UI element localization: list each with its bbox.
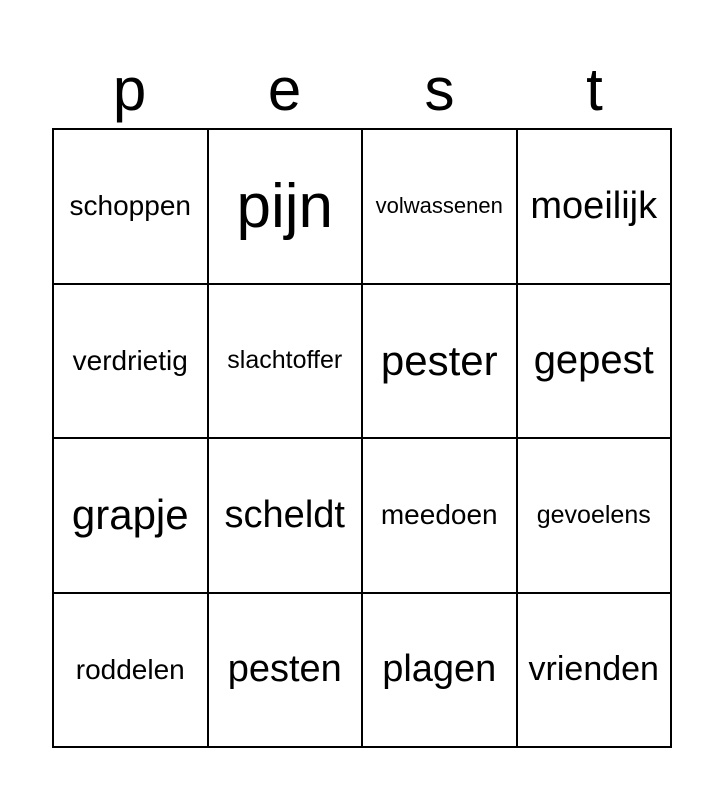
bingo-header xyxy=(52,52,672,128)
bingo-cell: meedoen xyxy=(363,439,518,594)
bingo-cell: plagen xyxy=(363,594,518,749)
bingo-grid xyxy=(52,128,672,748)
bingo-cell: volwassenen xyxy=(363,130,518,285)
header-letter-2: e xyxy=(267,56,302,123)
bingo-cell: pester xyxy=(363,285,518,440)
header-letter-3: s xyxy=(424,56,455,123)
header-letter-4: t xyxy=(586,56,603,123)
bingo-cell: scheldt xyxy=(209,439,364,594)
bingo-cell: pesten xyxy=(209,594,364,749)
bingo-cell: verdrietig xyxy=(54,285,209,440)
bingo-cell: vrienden xyxy=(518,594,673,749)
bingo-cell: gepest xyxy=(518,285,673,440)
bingo-cell: gevoelens xyxy=(518,439,673,594)
bingo-cell: moeilijk xyxy=(518,130,673,285)
bingo-cell: roddelen xyxy=(54,594,209,749)
bingo-cell: slachtoffer xyxy=(209,285,364,440)
bingo-cell: schoppen xyxy=(54,130,209,285)
bingo-cell: grapje xyxy=(54,439,209,594)
bingo-cell: pijn xyxy=(209,130,364,285)
header-letter-1: p xyxy=(112,56,147,123)
